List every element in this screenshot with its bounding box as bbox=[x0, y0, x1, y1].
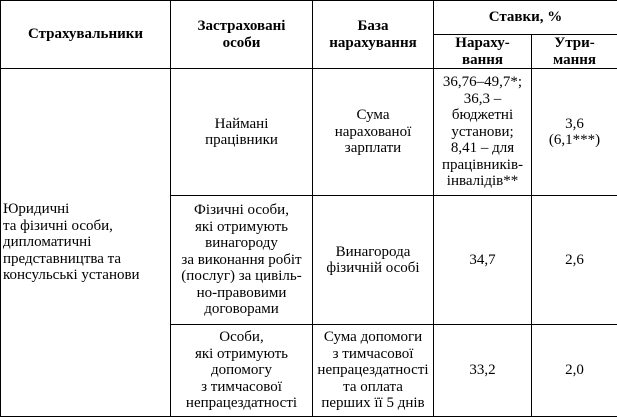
base-cell: Сума нарахованої зарплати bbox=[313, 69, 434, 196]
accrual-cell: 33,2 bbox=[434, 325, 532, 417]
insured-cell: Фізичні особи, які отримують винагороду за виконання робіт (послуг) за цивіль- но-правовими договорами bbox=[171, 196, 313, 325]
withholding-cell: 2,0 bbox=[532, 325, 617, 417]
header-insurers: Страхувальники bbox=[1, 1, 171, 69]
insurers-cell: Юридичні та фізичні особи, дипломатичні представництва та консульські установи bbox=[1, 69, 171, 417]
table-row bbox=[1, 69, 617, 196]
base-cell: Сума допомоги з тимчасової непрацездатності та оплата перших її 5 днів bbox=[313, 325, 434, 417]
accrual-cell: 36,76–49,7*; 36,3 – бюджетні установи; 8,41 – для працівників- інвалідів** bbox=[434, 69, 532, 196]
insured-cell: Наймані працівники bbox=[171, 69, 313, 196]
accrual-cell: 34,7 bbox=[434, 196, 532, 325]
header-insured-persons: Застраховані особи bbox=[171, 1, 313, 69]
header-withholding: Утри- мання bbox=[532, 35, 617, 69]
withholding-cell: 2,6 bbox=[532, 196, 617, 325]
header-rates: Ставки, % bbox=[434, 1, 617, 35]
withholding-cell: 3,6 (6,1***) bbox=[532, 69, 617, 196]
base-cell: Винагорода фізичній особі bbox=[313, 196, 434, 325]
table-header-row bbox=[1, 1, 617, 35]
insured-cell: Особи, які отримують допомогу з тимчасової непрацездатності bbox=[171, 325, 313, 417]
header-accrual: Нараху- вання bbox=[434, 35, 532, 69]
header-accrual-base: База нарахування bbox=[313, 1, 434, 69]
